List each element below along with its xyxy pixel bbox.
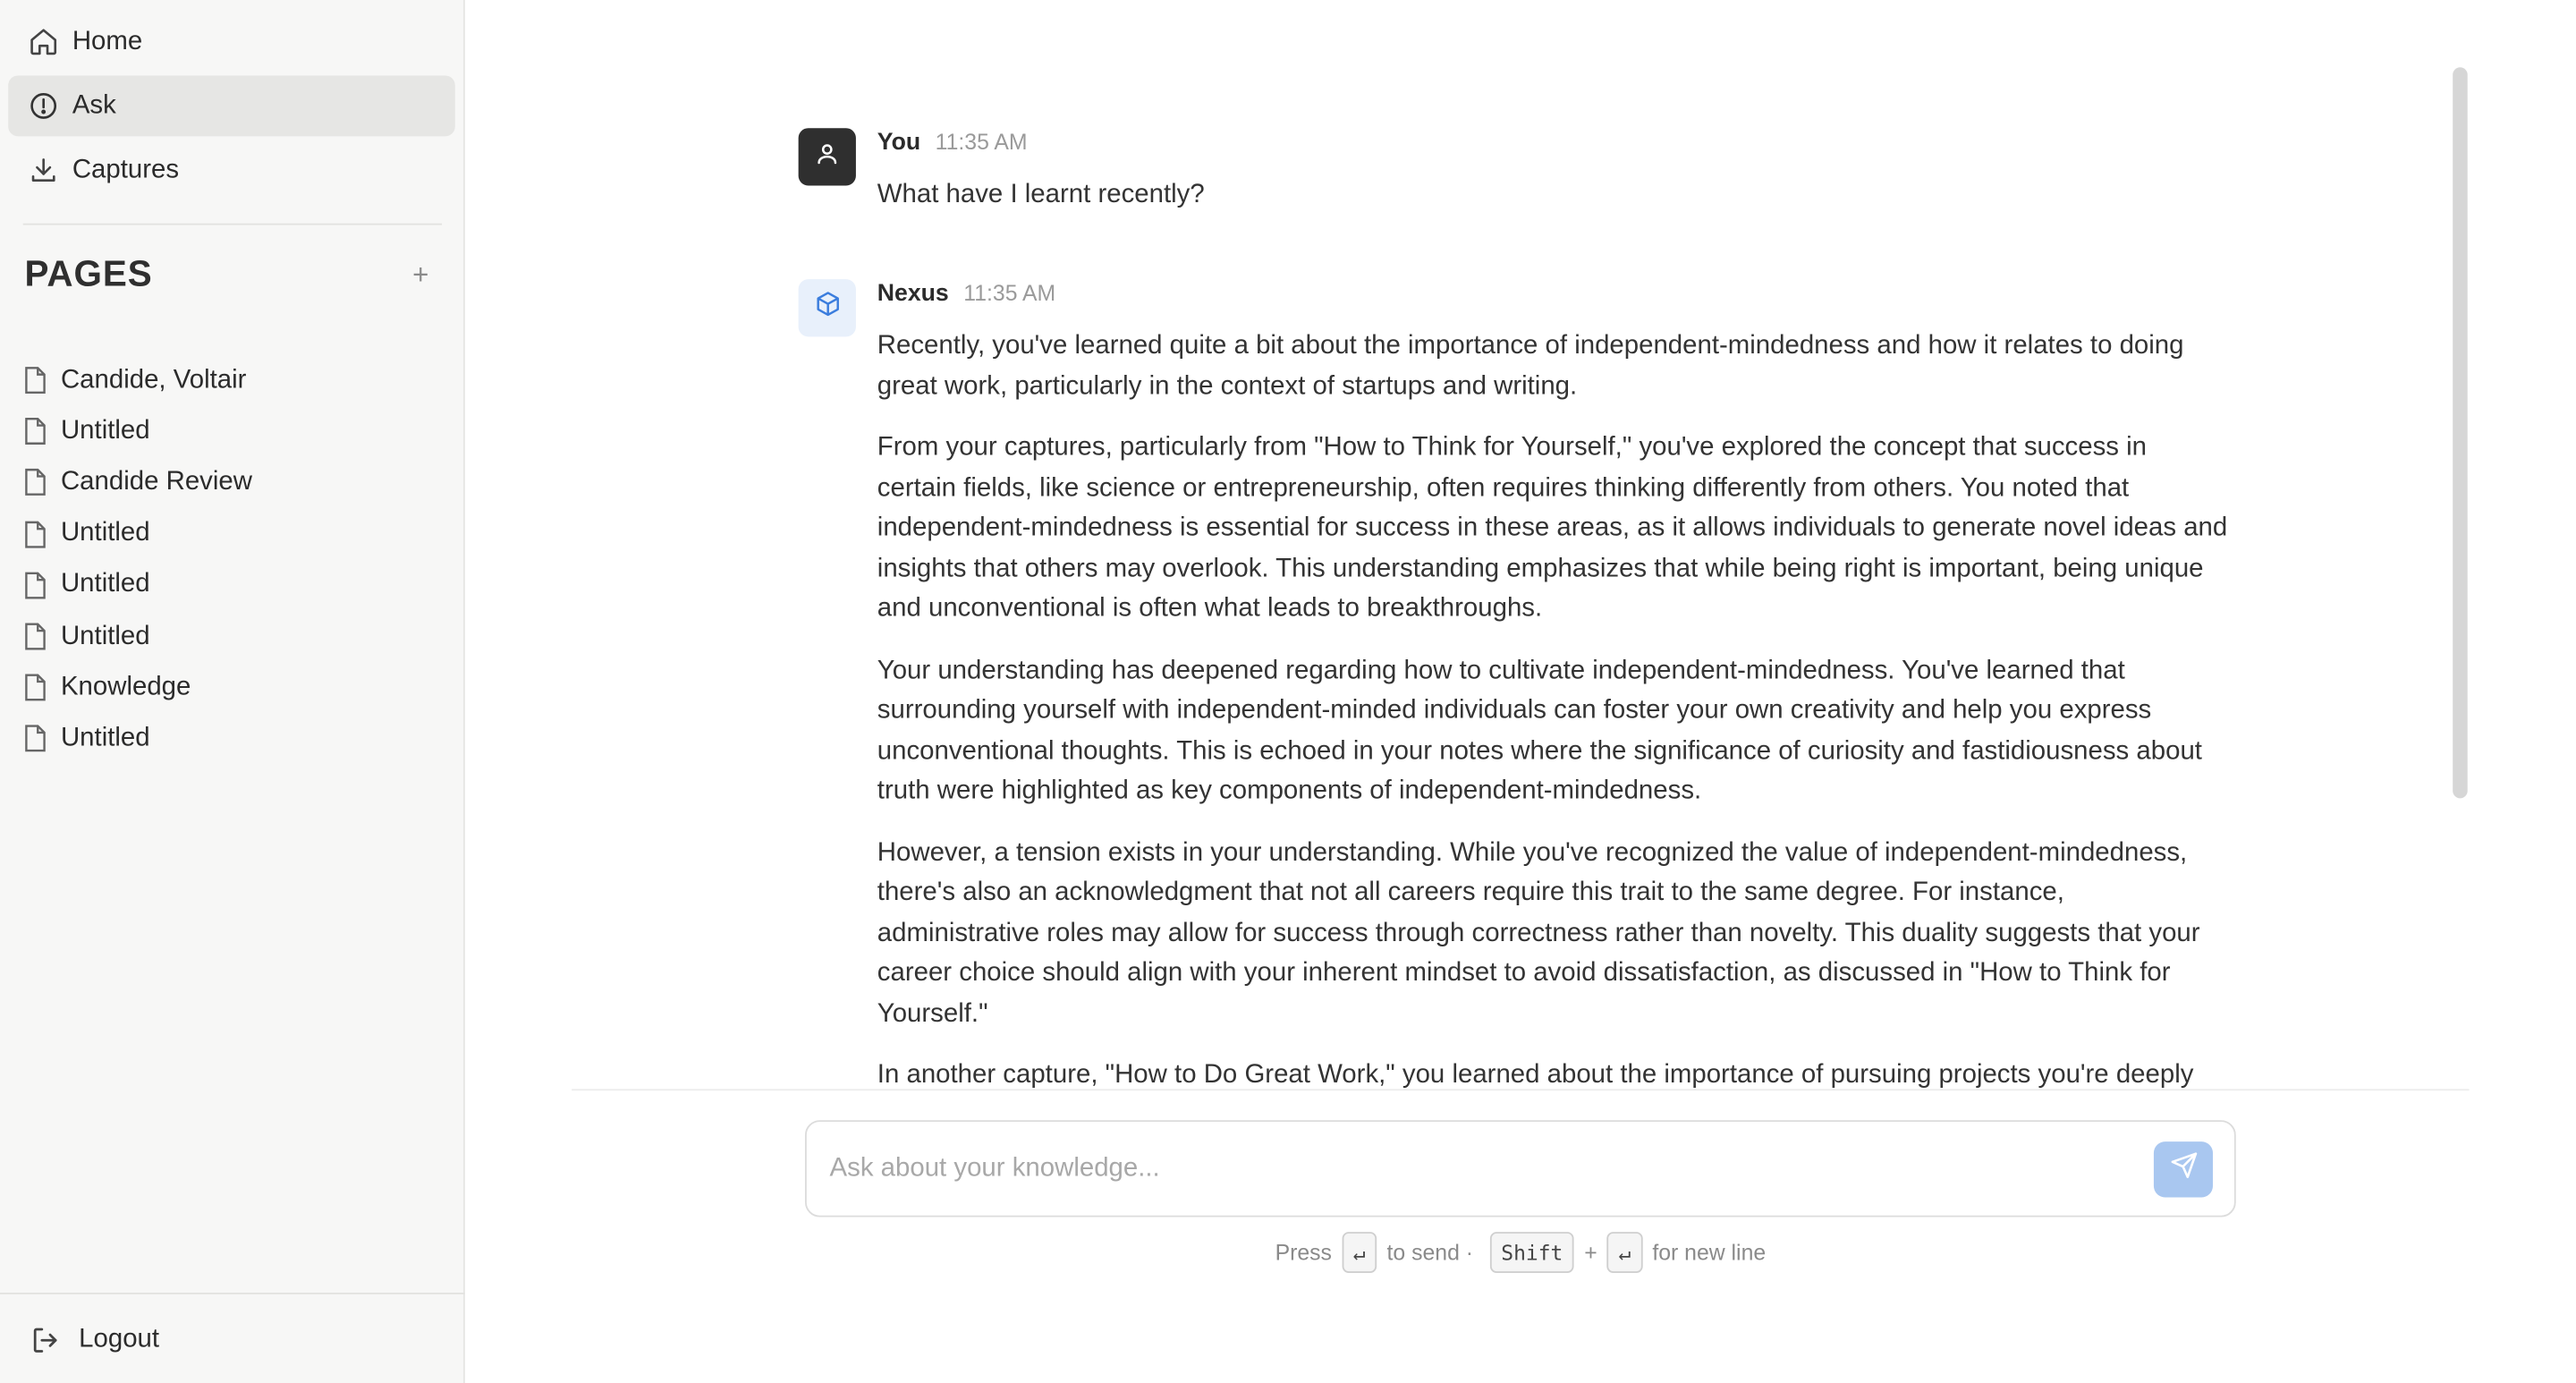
message-author: You [877,130,921,157]
page-item-label: Untitled [60,570,150,598]
nexus-avatar [799,279,856,336]
document-icon [23,519,49,548]
page-list [23,355,453,765]
send-button[interactable] [2154,1141,2213,1197]
sidebar-bottom-divider [0,1293,465,1294]
page-item[interactable] [23,355,453,406]
message-timestamp: 11:35 AM [935,130,1028,155]
page-item-label: Untitled [60,622,150,650]
message-author: Nexus [877,280,949,308]
document-icon [23,417,49,446]
document-icon [23,622,49,651]
nav-home[interactable] [8,12,455,72]
page-item-label: Untitled [60,519,150,547]
enter-key-badge: ↵ [1607,1232,1643,1273]
cube-icon [814,291,840,326]
nav-captures[interactable] [8,140,455,200]
message-timestamp: 11:35 AM [963,280,1056,306]
page-item[interactable] [23,611,453,662]
home-icon [26,25,59,58]
message-paragraph: In another capture, "How to Do Great Work," you learned about the importance of pursuing projects you're deeply [877,1061,2194,1090]
hint-new-line: for new line [1652,1240,1767,1265]
message-paragraph: Your understanding has deepened regarding how to cultivate independent-mindedness. You've learned that surrounding yourself with independent-minded individuals can foster your own creativity and help you express unconventional thoughts. This is echoed in your notes where the significance of curiosity and fastidiousness about truth were highlighted as key components of independent-mindedness. [877,656,2202,805]
user-avatar [799,128,856,185]
page-item[interactable] [23,560,453,611]
pages-heading: PAGES [24,252,153,294]
message-paragraph: Recently, you've learned quite a bit about the importance of independent-mindedness and how it relates to doing great work, particularly in the context of startups and writing. [877,331,2184,401]
page-item[interactable] [23,713,453,764]
message-paragraph: What have I learnt recently? [877,180,1205,209]
logout-label: Logout [79,1325,160,1353]
chat-panel [465,0,2576,1383]
composer [805,1120,2236,1217]
add-page-button[interactable]: + [412,259,429,291]
document-icon [23,468,49,497]
page-item-label: Untitled [60,416,150,445]
keyboard-hint [805,1232,2236,1273]
page-item-label: Untitled [60,724,150,752]
page-item[interactable] [23,406,453,457]
download-icon [26,154,59,187]
hint-to-send: to send · [1386,1240,1474,1265]
document-icon [23,571,49,600]
enter-key-badge: ↵ [1342,1232,1377,1273]
message-body [877,327,2233,1089]
nav-captures-label: Captures [72,155,180,183]
message-list [465,0,2470,1089]
shift-key-badge: Shift [1489,1232,1574,1273]
user-icon [815,140,840,174]
page-item-label: Candide Review [60,468,252,496]
hint-plus: + [1584,1240,1597,1265]
composer-divider [572,1089,2469,1090]
document-icon [23,673,49,702]
sidebar-divider [23,224,442,225]
page-item[interactable] [23,662,453,713]
page-item[interactable] [23,508,453,559]
nav-home-label: Home [72,27,143,55]
send-icon [2169,1151,2197,1187]
hint-press: Press [1275,1240,1332,1265]
message-paragraph: From your captures, particularly from "How to Think for Yourself," you've explored the concept that success in certain fields, like science or entrepreneurship, often requires thinking differently from others. You noted that independent-mindedness is essential for success in these areas, as it allows individuals to generate novel ideas and insights that others may overlook. This understanding emphasizes that while being right is important, being unique and unconventional is often what leads to breakthroughs. [877,433,2228,623]
document-icon [23,366,49,395]
page-item-label: Knowledge [60,673,191,701]
page-item[interactable] [23,457,453,508]
logout-button[interactable] [30,1314,159,1367]
document-icon [23,725,49,754]
nav-ask-label: Ask [72,90,116,120]
nav-ask[interactable] [8,75,455,136]
logout-icon [30,1322,65,1358]
page-item-label: Candide, Voltair [60,365,247,394]
alert-circle-icon [26,89,59,123]
message-body [877,175,2233,237]
ask-input[interactable] [830,1148,2112,1191]
sidebar [0,0,465,1383]
message-paragraph: However, a tension exists in your understanding. While you've recognized the value of independent-mindedness, there's also an acknowledgment that not all careers require this trait to the same degree. For instance, administrative roles may allow for success through correctness rather than novelty. This duality suggests that your career choice should align with your inherent mindset to avoid dissatisfaction, as discussed in "How to Think for Yourself." [877,838,2200,1028]
message-scrollbar[interactable] [2453,67,2468,798]
